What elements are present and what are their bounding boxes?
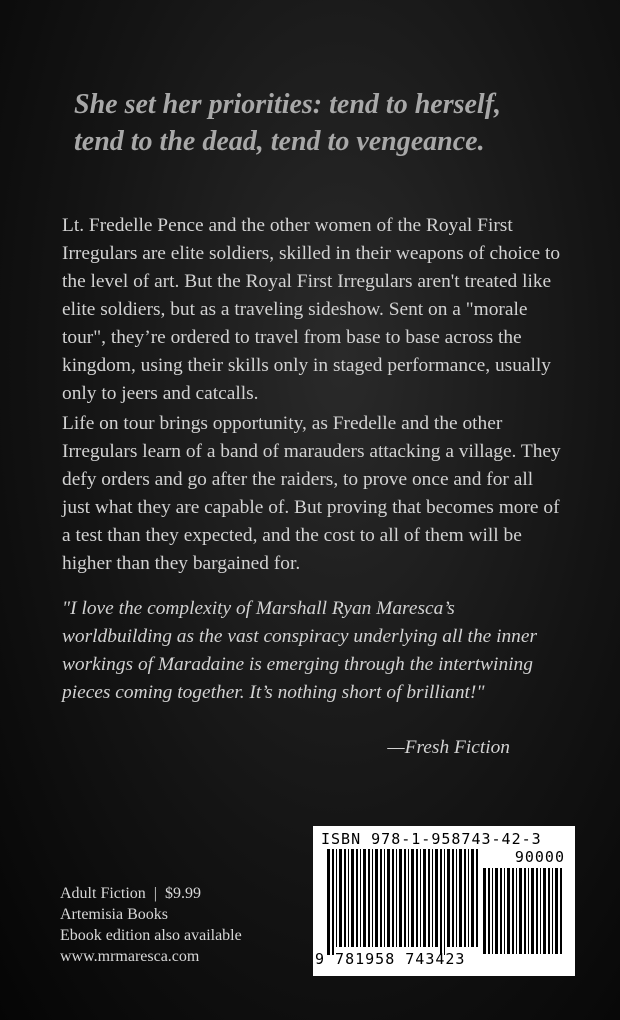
- barcode-bar: [468, 849, 469, 947]
- price-code: 90000: [514, 848, 565, 866]
- barcode-bar: [440, 849, 442, 955]
- barcode-bar: [332, 849, 334, 955]
- category-price: Adult Fiction | $9.99: [60, 885, 201, 902]
- barcode-bar: [351, 849, 354, 947]
- barcode-bar: [336, 849, 337, 947]
- barcode-bar: [543, 868, 546, 954]
- barcode-bar: [476, 849, 478, 947]
- barcode-bar: [380, 849, 382, 947]
- barcode-bar: [456, 849, 457, 947]
- isbn-barcode: [313, 826, 575, 976]
- barcode-bar: [555, 868, 558, 954]
- tagline-line-1: She set her priorities: tend to herself,: [74, 89, 502, 120]
- barcode-bar: [348, 849, 349, 947]
- barcode-bar: [416, 849, 418, 947]
- barcode-bar: [536, 868, 538, 954]
- barcode-bar: [356, 849, 358, 947]
- barcode-bar: [411, 849, 414, 947]
- barcode-bar: [492, 868, 493, 954]
- barcode-bar: [504, 868, 505, 954]
- barcode-bar: [548, 868, 550, 954]
- barcode-bar: [471, 849, 474, 947]
- website: www.mrmaresca.com: [60, 948, 200, 965]
- ean-digits: 9 781958 743423: [315, 950, 466, 968]
- barcode-bar: [387, 849, 390, 947]
- barcode-bar: [399, 849, 402, 947]
- barcode-bar: [344, 849, 346, 947]
- barcode-bar: [327, 849, 330, 955]
- barcode-bar: [375, 849, 378, 947]
- barcode-bar: [519, 868, 522, 954]
- barcode-bar: [435, 849, 438, 947]
- barcode-bar: [447, 849, 450, 947]
- barcode-bar: [483, 868, 486, 954]
- barcode-bar: [488, 868, 490, 954]
- barcode-bar: [560, 868, 562, 954]
- barcode-bar: [428, 849, 430, 947]
- barcode-bar: [396, 849, 397, 947]
- review-quote: "I love the complexity of Marshall Ryan Maresca’s worldbuilding as the vast conspiracy underlying all the inner workings of Maradaine is emerging through the intertwining pieces coming together. It’s nothing short of brilliant!": [62, 598, 538, 703]
- barcode-bar: [423, 849, 426, 947]
- review-attribution: —Fresh Fiction: [387, 737, 510, 758]
- barcode-bar: [540, 868, 541, 954]
- barcode-bar: [524, 868, 526, 954]
- barcode-bar: [500, 868, 502, 954]
- barcode-bar: [452, 849, 454, 947]
- addon-barcode-bars: [483, 868, 565, 956]
- barcode-bar: [507, 868, 510, 954]
- barcode-bar: [459, 849, 462, 947]
- publisher: Artemisia Books: [60, 906, 168, 923]
- barcode-bar: [372, 849, 373, 947]
- barcode-bar: [392, 849, 394, 947]
- barcode-bar: [444, 849, 445, 955]
- barcode-bar: [420, 849, 421, 947]
- barcode-bar: [408, 849, 409, 947]
- barcode-bar: [528, 868, 529, 954]
- tagline-line-2: tend to the dead, tend to vengeance.: [74, 126, 485, 157]
- barcode-bar: [531, 868, 534, 954]
- barcode-bar: [464, 849, 466, 947]
- ebook-note: Ebook edition also available: [60, 927, 242, 944]
- blurb-paragraph-1: Lt. Fredelle Pence and the other women of the Royal First Irregulars are elite soldiers, skilled in their weapons of choice to the level of art. But the Royal First Irregulars aren't treated like elite soldiers, but as a traveling sideshow. Sent on a "morale tour", they’re ordered to travel from base to base across the kingdom, using their skills only in staged performance, usually only to jeers and catcalls.: [62, 215, 561, 404]
- blurb-paragraph-2: Life on tour brings opportunity, as Fredelle and the other Irregulars learn of a band of marauders attacking a village. They defy orders and go after the raiders, to prove once and for all just what they are capable of. But proving that becomes more of a test than they expected, and the cost to all of them will be higher than they bargained for.: [62, 413, 561, 574]
- barcode-bar: [384, 849, 385, 947]
- book-info: [60, 883, 242, 967]
- barcode-bar: [404, 849, 406, 947]
- tagline: [74, 86, 574, 160]
- barcode-bar: [339, 849, 342, 947]
- barcode-bar: [432, 849, 433, 947]
- barcode-bar: [516, 868, 517, 954]
- barcode-bar: [360, 849, 361, 947]
- isbn-text: ISBN 978-1-958743-42-3: [321, 830, 542, 848]
- barcode-bar: [368, 849, 370, 947]
- barcode-bar: [552, 868, 553, 954]
- ean-barcode-bars: [327, 849, 481, 957]
- barcode-bar: [512, 868, 514, 954]
- barcode-bar: [363, 849, 366, 947]
- barcode-bar: [495, 868, 498, 954]
